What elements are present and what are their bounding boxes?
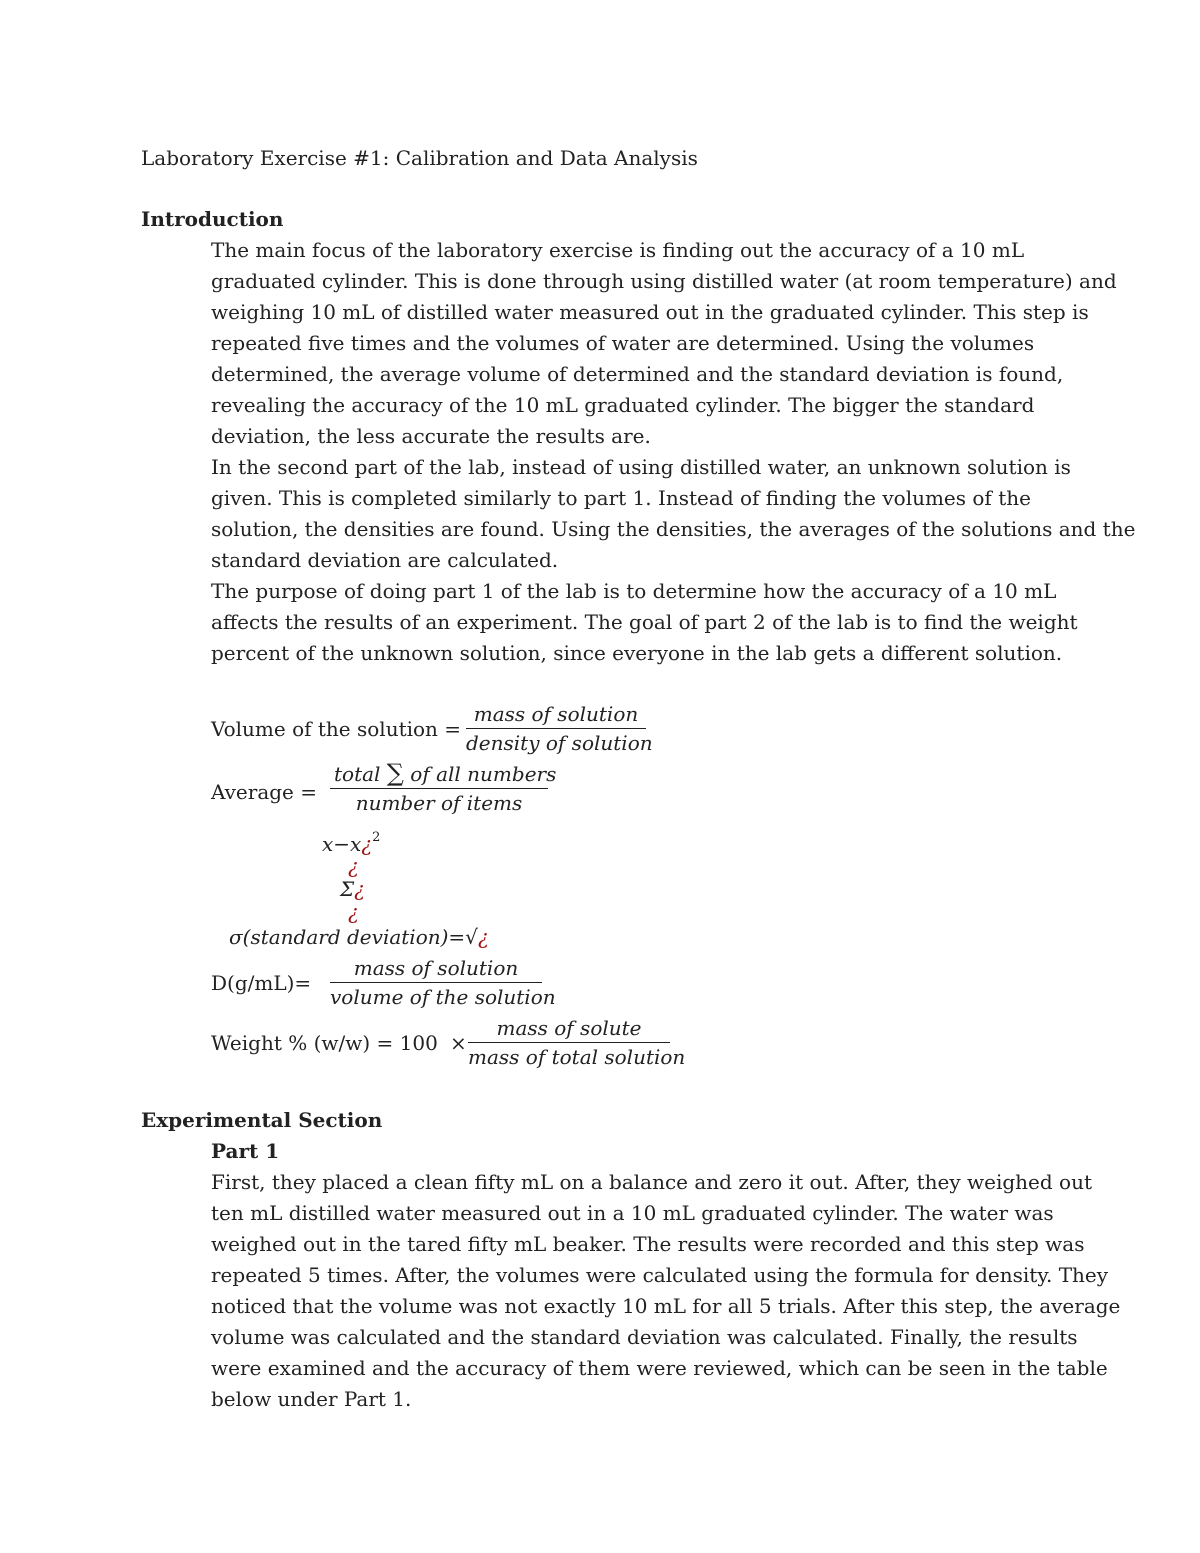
weight-numerator: mass of solute xyxy=(468,1016,670,1043)
intro-line: The main focus of the laboratory exercise is finding out the accuracy of a 10 mL xyxy=(211,238,1025,262)
experimental-line: ten mL distilled water measured out in a 10 mL graduated cylinder. The water was xyxy=(211,1201,1054,1225)
times-symbol: × xyxy=(450,1031,467,1055)
experimental-heading: Experimental Section xyxy=(141,1108,383,1132)
sigma-symbol: ∑ xyxy=(386,759,404,787)
intro-line: repeated five times and the volumes of water are determined. Using the volumes xyxy=(211,331,1035,355)
stddev-x-minus-x: x−x xyxy=(322,832,362,856)
experimental-body xyxy=(211,1167,1121,1415)
density-denominator: volume of the solution xyxy=(330,985,556,1009)
density-formula-fraction xyxy=(330,956,556,1009)
intro-line: The purpose of doing part 1 of the lab is to determine how the accuracy of a 10 mL xyxy=(211,579,1057,603)
intro-line: percent of the unknown solution, since everyone in the lab gets a different solution. xyxy=(211,641,1063,665)
intro-line: revealing the accuracy of the 10 mL graduated cylinder. The bigger the standard xyxy=(211,393,1035,417)
average-formula-fraction xyxy=(330,759,557,815)
average-denominator: number of items xyxy=(355,791,523,815)
stddev-formula-text: σ(standard deviation)=√ xyxy=(229,925,478,949)
intro-line: given. This is completed similarly to part 1. Instead of finding the volumes of the xyxy=(211,486,1031,510)
intro-line: standard deviation are calculated. xyxy=(211,548,559,572)
volume-formula-label: Volume of the solution = xyxy=(211,717,462,741)
stddev-sum-symbol: Σ xyxy=(340,877,355,901)
intro-line: weighing 10 mL of distilled water measured out in the graduated cylinder. This step is xyxy=(211,300,1089,324)
density-numerator: mass of solution xyxy=(330,956,542,983)
document-title: Laboratory Exercise #1: Calibration and Data Analysis xyxy=(141,146,698,170)
average-num-rest: of all numbers xyxy=(410,762,557,786)
intro-line: deviation, the less accurate the results are. xyxy=(211,424,651,448)
stddev-exponent: 2 xyxy=(372,830,381,845)
stddev-line-2: ¿ xyxy=(348,854,359,878)
weight-formula-fraction xyxy=(468,1016,686,1069)
stddev-glyph: ¿ xyxy=(477,925,489,949)
experimental-line: repeated 5 times. After, the volumes were calculated using the formula for density. They xyxy=(211,1263,1109,1287)
experimental-line: First, they placed a clean fifty mL on a balance and zero it out. After, they weighed out xyxy=(211,1170,1092,1194)
average-num-total: total xyxy=(334,762,381,786)
experimental-line: were examined and the accuracy of them were reviewed, which can be seen in the table xyxy=(211,1356,1108,1380)
stddev-glyph: ¿ xyxy=(354,877,365,901)
introduction-heading: Introduction xyxy=(141,207,284,231)
experimental-line: weighed out in the tared fifty mL beaker. The results were recorded and this step was xyxy=(211,1232,1085,1256)
stddev-glyph: ¿ xyxy=(361,832,373,856)
average-formula-label: Average = xyxy=(211,780,318,804)
intro-line: solution, the densities are found. Using the densities, the averages of the solutions and the xyxy=(211,517,1136,541)
intro-line: affects the results of an experiment. The goal of part 2 of the lab is to find the weight xyxy=(211,610,1078,634)
experimental-line: noticed that the volume was not exactly 10 mL for all 5 trials. After this step, the average xyxy=(211,1294,1121,1318)
volume-numerator: mass of solution xyxy=(466,702,646,729)
experimental-line: below under Part 1. xyxy=(211,1387,412,1411)
volume-denominator: density of solution xyxy=(466,731,653,755)
weight-denominator: mass of total solution xyxy=(468,1045,686,1069)
intro-line: In the second part of the lab, instead of using distilled water, an unknown solution is xyxy=(211,455,1071,479)
part1-heading: Part 1 xyxy=(211,1139,280,1163)
stddev-line-5 xyxy=(229,925,489,949)
average-numerator xyxy=(330,759,557,789)
intro-line: determined, the average volume of determined and the standard deviation is found, xyxy=(211,362,1064,386)
weight-formula-label: Weight % (w/w) = 100 xyxy=(211,1031,438,1055)
density-formula-label: D(g/mL)= xyxy=(211,971,312,995)
intro-line: graduated cylinder. This is done through using distilled water (at room temperature) and xyxy=(211,269,1117,293)
stddev-line-3 xyxy=(340,877,365,901)
volume-formula-fraction xyxy=(466,702,653,755)
experimental-line: volume was calculated and the standard deviation was calculated. Finally, the results xyxy=(211,1325,1078,1349)
introduction-body xyxy=(211,235,1136,669)
stddev-line-4: ¿ xyxy=(348,900,359,924)
